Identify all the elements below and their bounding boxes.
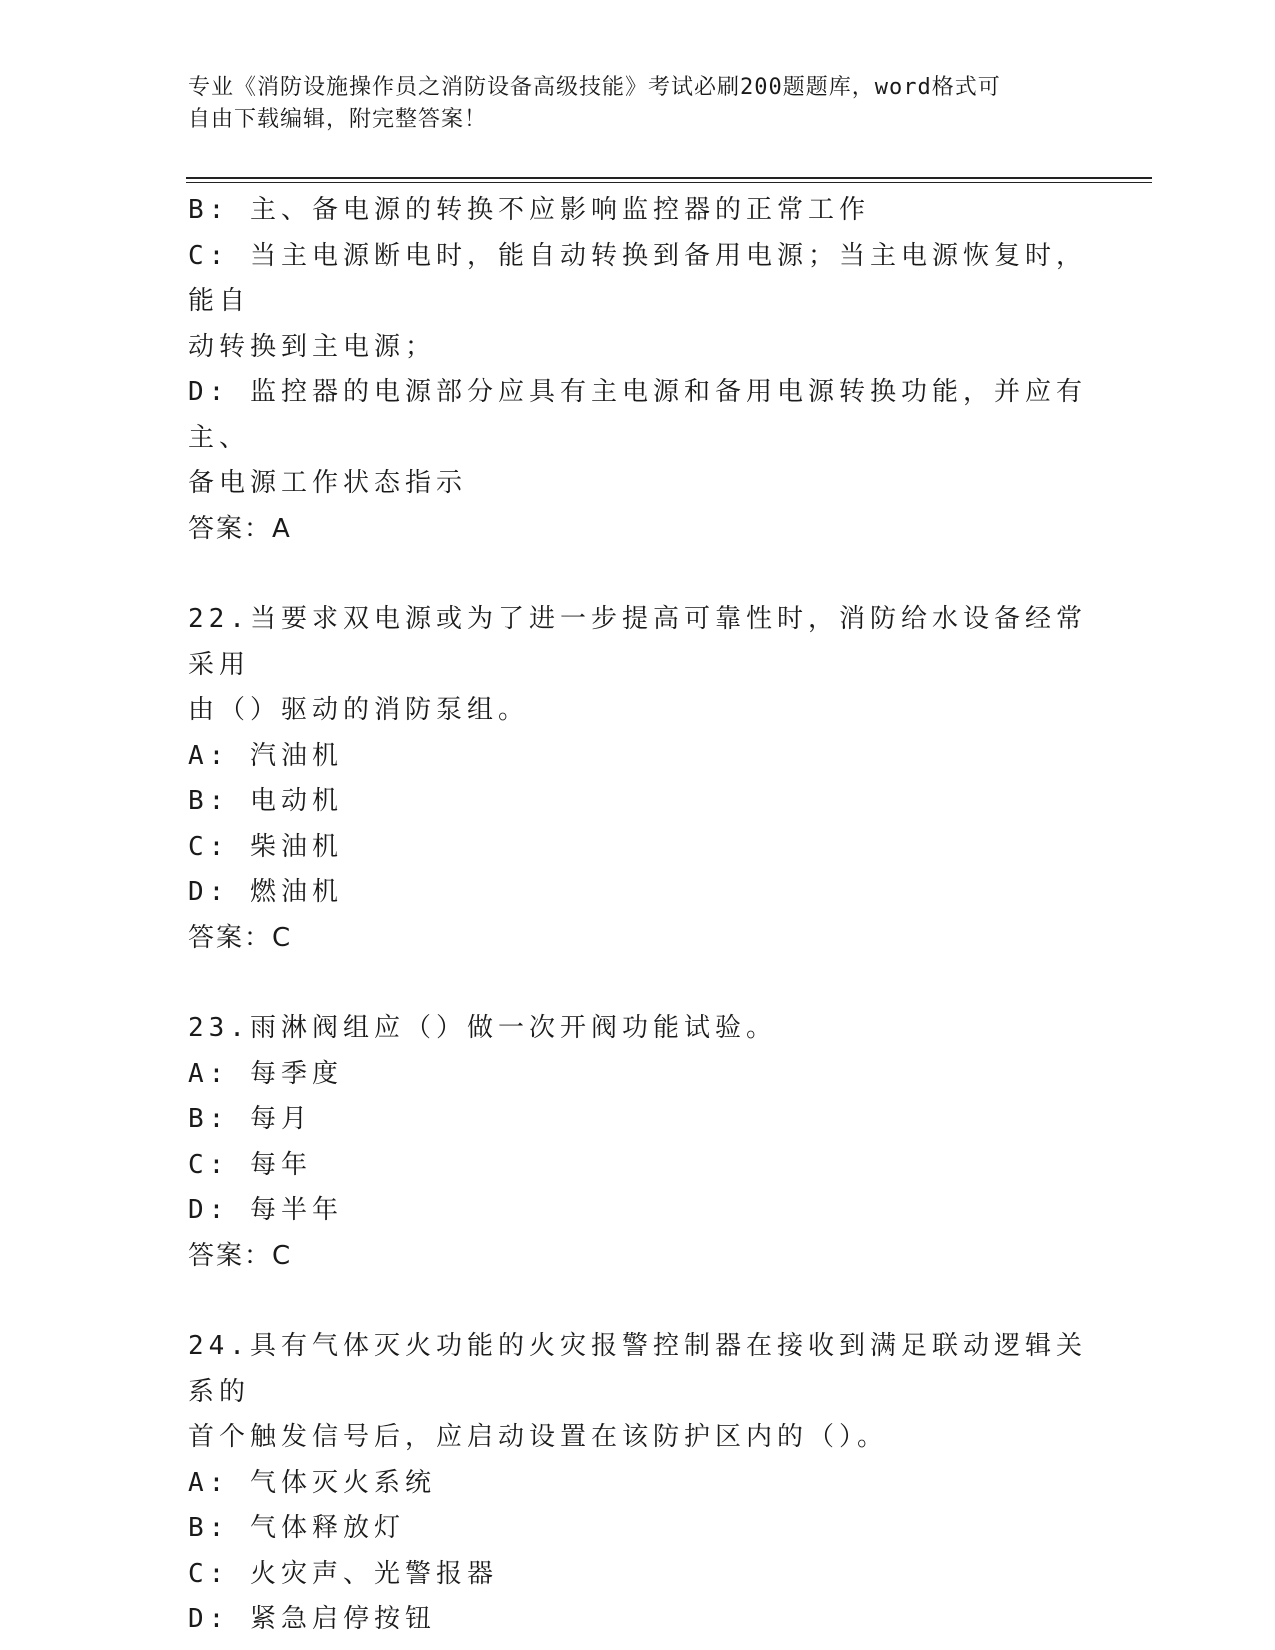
question-23-option-b: B: 每月 [188,1104,312,1134]
document-header [188,72,1068,136]
header-line-1: 专业《消防设施操作员之消防设备高级技能》考试必刷200题题库，word格式可 [188,75,1001,100]
answer-line: 答案：A [188,513,292,544]
question-24-option-b: B: 气体释放灯 [188,1513,405,1543]
question-23-option-c: C: 每年 [188,1149,312,1180]
question-24-option-c: C: 火灾声、光警报器 [188,1558,498,1589]
header-divider-thin [186,182,1152,183]
question-23-stem: 23.雨淋阀组应（）做一次开阀功能试验。 [188,1013,777,1043]
option-d: D: 监控器的电源部分应具有主电源和备用电源转换功能，并应有主、 [188,377,1087,453]
option-d-continued: 备电源工作状态指示 [188,468,468,498]
question-24-stem: 24.具有气体灭火功能的火灾报警控制器在接收到满足联动逻辑关系的 [188,1331,1087,1407]
question-22-stem: 22.当要求双电源或为了进一步提高可靠性时，消防给水设备经常采用 [188,604,1087,680]
question-24-option-d: D: 紧急启停按钮 [188,1604,436,1634]
question-22-stem-continued: 由（）驱动的消防泵组。 [188,695,530,725]
question-24-stem-continued: 首个触发信号后，应启动设置在该防护区内的（）。 [188,1422,889,1452]
question-24-option-a: A: 气体灭火系统 [188,1467,436,1498]
question-23-answer: 答案：C [188,1240,293,1271]
option-c: C: 当主电源断电时，能自动转换到备用电源；当主电源恢复时，能自 [188,240,1087,316]
question-22-option-c: C: 柴油机 [188,831,343,862]
question-22-option-b: B: 电动机 [188,786,343,816]
question-23-option-d: D: 每半年 [188,1195,343,1225]
question-23-option-a: A: 每季度 [188,1058,343,1089]
option-c-continued: 动转换到主电源； [188,331,437,362]
question-22-answer: 答案：C [188,922,293,953]
header-divider-thick [186,177,1152,179]
question-22-option-d: D: 燃油机 [188,877,343,907]
header-line-2: 自由下载编辑，附完整答案！ [188,107,488,132]
spacer [188,552,1088,597]
spacer [188,961,1088,1006]
question-content [188,188,1088,1643]
question-22-option-a: A: 汽油机 [188,740,343,771]
spacer [188,1279,1088,1324]
option-b: B: 主、备电源的转换不应影响监控器的正常工作 [188,195,870,225]
